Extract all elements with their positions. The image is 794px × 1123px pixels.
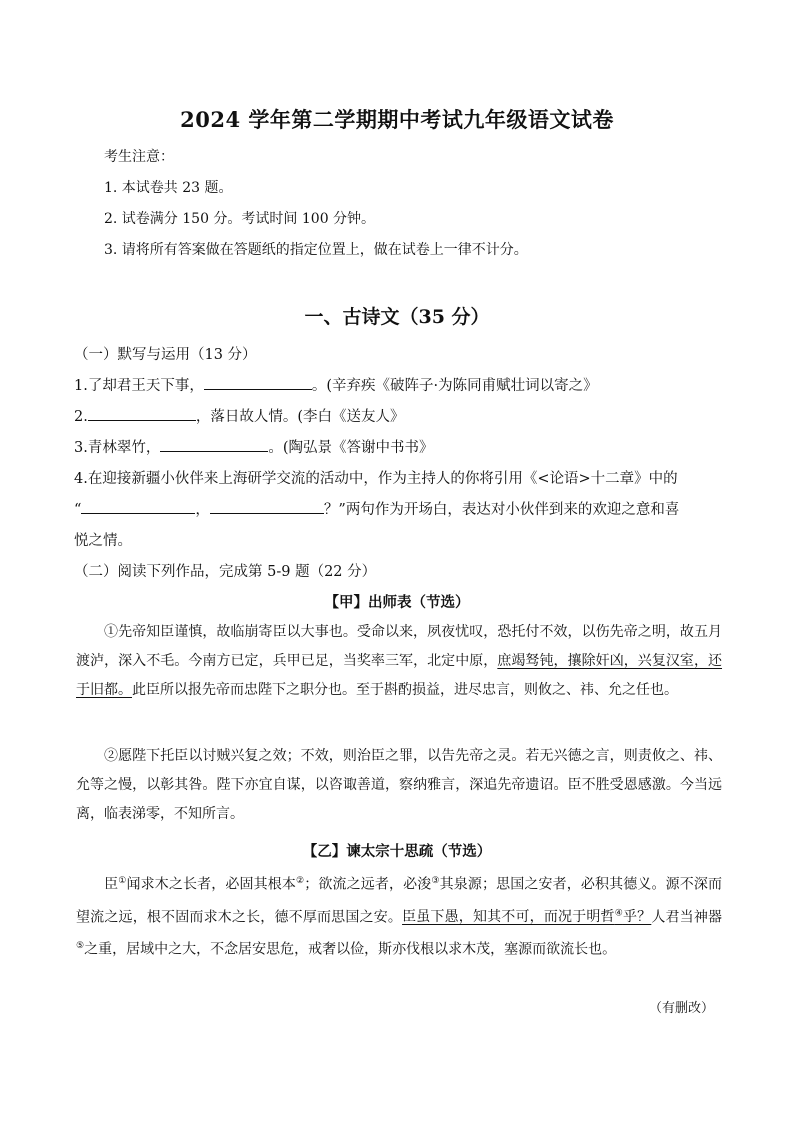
footnote-mark: ① xyxy=(118,876,127,886)
text-a-title: 【甲】出师表（节选） xyxy=(324,594,470,611)
question-3 xyxy=(74,436,434,457)
q4-open-quote: “ xyxy=(74,502,82,518)
notice-item: 2. 试卷满分 150 分。考试时间 100 分钟。 xyxy=(104,211,376,227)
underlined-sentence: 臣虽下愚，知其不可，而况于明哲④乎？ xyxy=(402,908,652,926)
q1-after: 。(辛弃疾《破阵子·为陈同甫赋壮词以寄之》 xyxy=(311,378,598,394)
q2-after: ，落日故人情。(李白《送友人》 xyxy=(195,409,405,425)
notice-item: 3. 请将所有答案做在答题纸的指定位置上，做在试卷上一律不计分。 xyxy=(104,242,528,258)
answer-blank[interactable] xyxy=(204,375,312,390)
question-1 xyxy=(74,374,598,395)
question-4-line1: 4.在迎接新疆小伙伴来上海研学交流的活动中，作为主持人的你将引用《<论语>十二章》中的 xyxy=(74,471,678,487)
footnote-mark: ④ xyxy=(614,908,623,919)
question-4-line2 xyxy=(74,498,679,519)
q2-before: 2. xyxy=(74,409,88,425)
notice-heading: 考生注意： xyxy=(104,149,174,165)
footnote-mark: ⑤ xyxy=(76,941,85,952)
notice-item: 1. 本试卷共 23 题。 xyxy=(104,180,233,196)
source-credit: （有删改） xyxy=(648,1001,714,1016)
text-a-paragraph-2: ②愿陛下托臣以讨贼兴复之效；不效，则治臣之罪，以告先帝之灵。若无兴德之言，则责攸之、祎、允等之慢，以彰其咎。陛下亦宜自谋，以咨诹善道，察纳雅言，深追先帝遗诏。臣不胜受恩感激。今当远离，临表涕零，不知所言。 xyxy=(76,748,722,822)
part-heading: （一）默写与运用（13 分） xyxy=(74,347,257,363)
q3-after: 。(陶弘景《答谢中书书》 xyxy=(268,440,434,456)
answer-blank[interactable] xyxy=(81,499,195,514)
text-a-paragraph-1: ①先帝知臣谨慎，故临崩寄臣以大事也。受命以来，夙夜忧叹，恐托付不效，以伤先帝之明，故五月渡泸，深入不毛。今南方已定，兵甲已足，当奖率三军，北定中原，庶竭驽钝，攘除奸凶，兴复汉室，还于旧都。此臣所以报先帝而忠陛下之职分也。至于斟酌损益，进尽忠言，则攸之、祎、允之任也。 xyxy=(76,624,723,698)
exam-title: 2024 学年第二学期期中考试九年级语文试卷 xyxy=(180,107,614,132)
question-2 xyxy=(74,405,405,426)
underlined-sentence: 庶竭驽钝，攘除奸凶，兴复汉室，还于旧都。 xyxy=(76,653,723,698)
answer-blank[interactable] xyxy=(160,437,268,452)
answer-blank[interactable] xyxy=(88,406,196,421)
text-b-title: 【乙】谏太宗十思疏（节选） xyxy=(302,843,492,860)
question-4-line3: 悦之情。 xyxy=(74,533,132,549)
text-b-paragraph: 臣①闻求木之长者，必固其根本②；欲流之远者，必浚③其泉源；思国之安者，必积其德义。源不深而望流之远，根不固而求木之长，德不厚而思国之安。臣虽下愚，知其不可，而况于明哲④乎？人君当神器⑤之重，居域中之大，不念居安思危，戒奢以俭，斯亦伐根以求木茂，塞源而欲流长也。 xyxy=(76,876,723,958)
q3-before: 3.青林翠竹， xyxy=(74,440,161,456)
q4-after: ？”两句作为开场白，表达对小伙伴到来的欢迎之意和喜 xyxy=(323,502,680,518)
q4-comma: ， xyxy=(195,502,210,518)
section-title: 一、古诗文（35 分） xyxy=(304,306,490,328)
answer-blank[interactable] xyxy=(210,499,324,514)
footnote-mark: ③ xyxy=(431,876,440,886)
footnote-mark: ② xyxy=(296,876,305,886)
part-heading: （二）阅读下列作品，完成第 5-9 题（22 分） xyxy=(74,564,377,580)
q1-before: 1.了却君王天下事， xyxy=(74,378,204,394)
